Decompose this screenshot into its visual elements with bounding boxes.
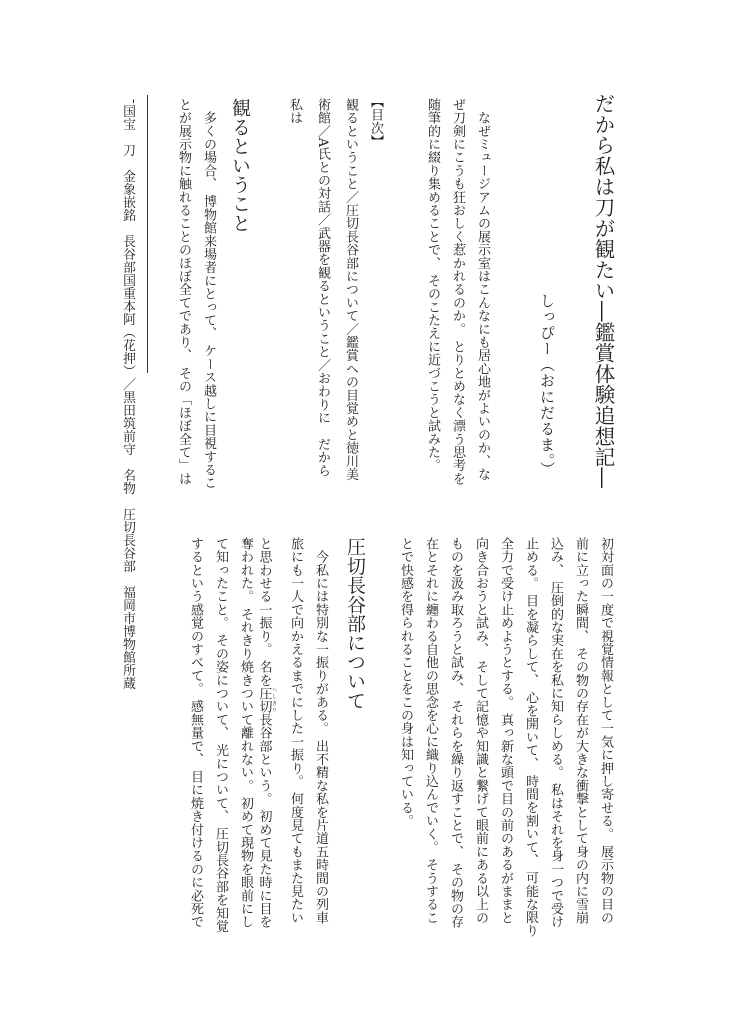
text: 長谷部という。 初めて見た時に目を	[256, 712, 272, 929]
body-line: 止める。 目を凝らして、 心を開いて、 時間を割いて、 可能な限り	[523, 537, 538, 938]
toc-label: 【目次】	[368, 95, 383, 148]
body-line: 在とそれに纏わる自他の思念を心に織り込んでいく。 そうするこ	[423, 537, 438, 925]
body-line: 前に立った瞬間、 その物の存在が大きな衝撃として身の内に雪崩	[573, 537, 588, 925]
toc-line: 私は	[287, 98, 302, 125]
author-name: しっぴー（おにだるま。）	[538, 293, 556, 478]
intro-line: ぜ刀剣にこうも狂おしく惹かれるのか。 とりとめなく漂う思考を	[450, 98, 465, 486]
body-line: ものを汲み取ろうと試み、 それらを繰り返すことで、 その物の存	[448, 537, 463, 929]
body-line: とで快感を得られることをこの身は知っている。	[398, 537, 413, 828]
footnote-divider	[147, 95, 148, 373]
ruby-text	[256, 686, 277, 713]
body-line: 奪われた。 それきり焼きついて離れない。 初めて現物を眼前にし	[238, 537, 253, 929]
section-heading: 観るということ	[229, 98, 251, 233]
ruby-reading: へしきり	[271, 686, 277, 713]
body-line: 込み、 圧倒的な実在を私に知らしめる。 私はそれを身一つで受け	[548, 537, 563, 929]
body-line: 全力で受け止めようとする。 真っ新な頭で目の前のあるがままと	[498, 537, 513, 925]
body-line: するという感覚のすべて。 感無量で、 目に焼き付けるのに必死で	[188, 537, 203, 929]
body-line: 向き合おうと試み、 そして記憶や知識と繋げて眼前にある以上の	[473, 537, 488, 925]
image-caption: ¯国宝 刀 金象嵌銘 長谷部国重本阿（花押）／黒田筑前守 名物 圧切長谷部 福岡市博物館所蔵	[120, 98, 135, 690]
body-line: て知ったこと。 その姿について、 光について、 圧切長谷部を知覚	[213, 537, 228, 933]
body-line: 今私には特別な一振りがある。 出不精な私を片道五時間の列車	[313, 537, 328, 925]
intro-line: 随筆的に綴り集めることで、 そのこたえに近づこうと試みた。	[425, 98, 440, 472]
body-line: 初対面の一度で視覚情報として一気に押し寄せる。 展示物の目の	[598, 537, 613, 925]
ruby-base: 圧切	[256, 686, 272, 713]
text: と思わせる一振り。 名を	[256, 537, 272, 687]
intro-line: なぜミュージアムの展示室はこんなにも居心地がよいのか、な	[475, 98, 490, 481]
body-line: 旅にも一人で向かえるまでにした一振り。 何度見てもまた見たい	[288, 537, 303, 925]
body-line: とが展示物に触れることのほぼ全てであり、 その「ほぼ全て」は	[176, 98, 191, 486]
toc-line: 観るということ／圧切長谷部について／鑑賞への目覚めと徳川美	[343, 98, 358, 481]
article-title: だから私は刀が観たい―鑑賞体験追想記―	[591, 93, 615, 489]
section-heading: 圧切長谷部について	[344, 537, 366, 710]
body-line: 多くの場合、 博物館来場者にとって、 ケース越しに目視するこ	[201, 98, 216, 490]
body-line-with-ruby	[256, 537, 277, 929]
toc-line: 術館／A氏との対話／武器を観るということ／おわりに だから	[315, 98, 330, 478]
